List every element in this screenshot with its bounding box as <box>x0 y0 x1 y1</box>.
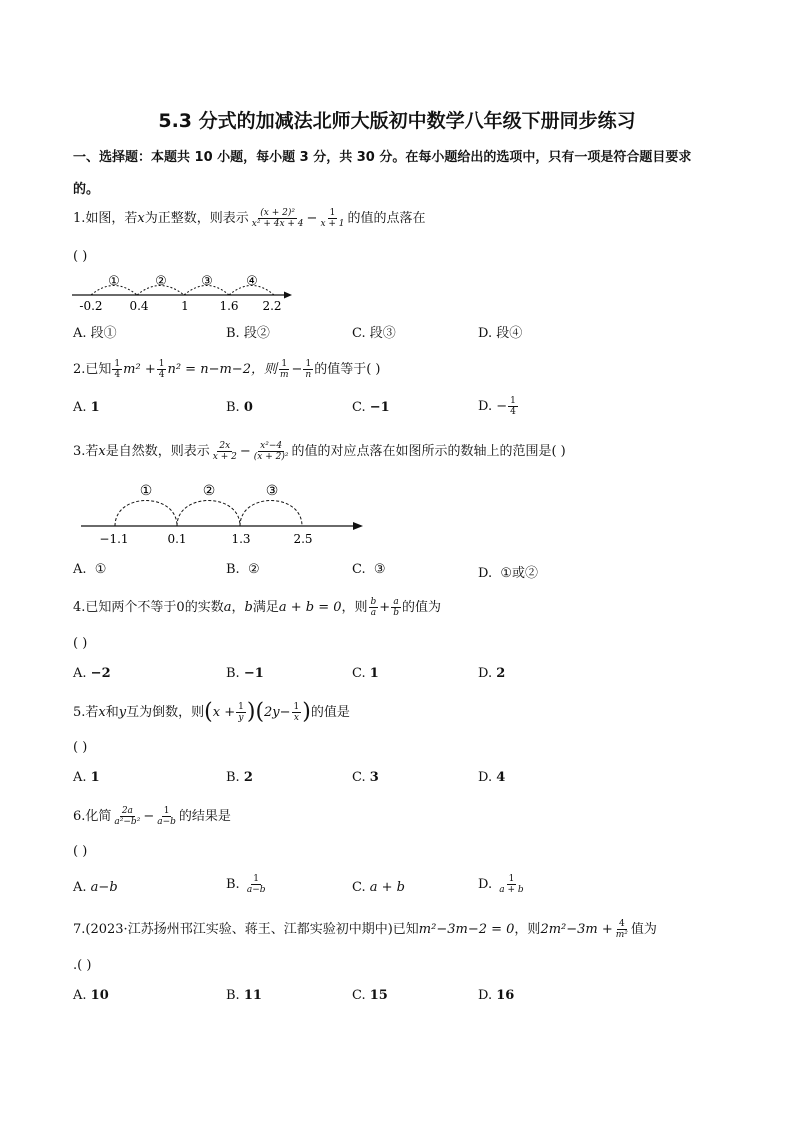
minus-sign: − <box>239 444 251 459</box>
fraction-numerator: b <box>370 597 377 607</box>
option-letter: C. <box>352 988 366 1003</box>
stem-text: 已知 <box>85 362 112 377</box>
separator: ， <box>231 600 245 615</box>
fraction <box>292 702 302 723</box>
equation: m²−3m−2 = 0 <box>418 922 515 937</box>
stem-text: 的值等于( ) <box>314 362 381 377</box>
stem-text: 如图，若 <box>85 211 138 226</box>
option-b[interactable] <box>226 400 253 415</box>
fraction-numerator: 1 <box>329 208 336 218</box>
math-term: n² = n−m−2，则 <box>167 362 277 377</box>
option-value: ①或② <box>500 566 539 581</box>
fraction-numerator: 2x <box>219 441 231 451</box>
stem-text: ，则 <box>341 600 368 615</box>
stem-text: 若 <box>85 444 99 459</box>
fraction <box>508 396 518 417</box>
stem-text: 的值的点落在 <box>347 211 426 226</box>
fraction-denominator: m² <box>615 930 628 940</box>
fraction-denominator: x <box>293 713 299 723</box>
option-c[interactable] <box>352 666 379 681</box>
option-a[interactable] <box>73 562 106 577</box>
equation: a + b = 0 <box>278 600 342 615</box>
left-paren: ( <box>255 699 265 725</box>
option-b[interactable] <box>226 874 269 895</box>
option-value: 15 <box>369 988 388 1003</box>
fraction <box>303 359 313 380</box>
stem-text: 化简 <box>85 809 112 824</box>
option-letter: D. <box>478 666 493 681</box>
plus-sign: + <box>379 600 391 615</box>
fraction-denominator: a²−b² <box>114 817 141 827</box>
fraction <box>497 874 525 895</box>
tick-label: 1.6 <box>219 299 239 313</box>
fraction <box>211 441 239 462</box>
stem-text: 为正整数，则表示 <box>144 211 249 226</box>
stem-text: 的值是 <box>310 705 350 720</box>
fraction <box>614 919 630 940</box>
stem-text: 值为 <box>630 922 657 937</box>
segment-label-2: ② <box>202 483 216 499</box>
stem-text: 的值的对应点落在如图所示的数轴上的范围是( ) <box>291 444 566 459</box>
minus-sign: − <box>306 211 318 226</box>
option-c[interactable]: C. 段③ <box>352 326 396 341</box>
option-value: ② <box>247 562 260 577</box>
option-letter: B. <box>226 877 240 892</box>
option-d[interactable]: D. 段④ <box>478 326 523 341</box>
option-value: 2 <box>496 666 506 681</box>
fraction-numerator: 1 <box>253 874 260 884</box>
option-letter: C. <box>352 562 366 577</box>
stem-text: 已知两个不等于 <box>85 600 177 615</box>
option-letter: A. <box>73 400 87 415</box>
question-2-stem <box>73 359 381 380</box>
variable-a: a <box>223 600 232 615</box>
segment-label-1: ① <box>108 274 120 289</box>
question-1-paren: ( ) <box>73 249 88 264</box>
fraction-denominator: x + 1 <box>320 219 345 229</box>
option-value: 10 <box>90 988 109 1003</box>
option-letter: D. <box>478 770 493 785</box>
number-zero: 0 <box>176 600 185 615</box>
option-c[interactable] <box>352 880 405 895</box>
option-b[interactable]: B. 段② <box>226 326 270 341</box>
fraction <box>112 359 122 380</box>
option-d[interactable] <box>478 988 514 1003</box>
fraction-numerator: a <box>393 597 399 607</box>
stem-text: 的值为 <box>401 600 441 615</box>
minus-sign: − <box>291 362 303 377</box>
stem-text: 若 <box>85 705 99 720</box>
fraction-denominator: y <box>238 713 244 723</box>
tick-label: 0.1 <box>167 532 187 546</box>
option-value: 4 <box>496 770 506 785</box>
fraction-denominator: (x + 2)² <box>253 452 289 462</box>
question-4-stem <box>73 597 441 618</box>
fraction-denominator: m <box>279 370 289 380</box>
option-a[interactable] <box>73 770 100 785</box>
option-b[interactable] <box>226 666 264 681</box>
fraction-numerator: 1 <box>158 359 165 369</box>
question-number: 1. <box>73 211 86 226</box>
right-paren: ) <box>302 699 311 725</box>
variable-b: b <box>244 600 253 615</box>
fraction-denominator: 4 <box>114 370 121 380</box>
option-a[interactable]: A. 段① <box>73 326 117 341</box>
tick-label: 0.4 <box>129 299 149 313</box>
segment-label-3: ③ <box>201 274 213 289</box>
tick-label: −1.1 <box>99 532 129 546</box>
fraction-denominator: 4 <box>158 370 165 380</box>
question-number: 3. <box>73 444 86 459</box>
question-number: 6. <box>73 809 86 824</box>
variable-x: x <box>137 211 145 226</box>
fraction-denominator: 4 <box>510 407 516 417</box>
number-line-1 <box>68 268 300 316</box>
fraction <box>236 702 246 723</box>
question-5-stem <box>73 699 350 725</box>
question-5-paren: ( ) <box>73 740 88 755</box>
option-letter: D. <box>478 566 493 581</box>
tick-label: 2.2 <box>262 299 282 313</box>
option-a[interactable] <box>73 400 100 415</box>
math-term: m² + <box>123 362 156 377</box>
option-value: 3 <box>369 770 379 785</box>
option-letter: B. <box>226 666 240 681</box>
fraction-numerator: 1 <box>163 806 170 816</box>
question-6-stem <box>73 806 231 827</box>
question-1-stem <box>73 208 426 229</box>
number-line-3 <box>78 478 370 548</box>
option-letter: A. <box>73 880 87 895</box>
fraction-numerator: 1 <box>238 702 244 712</box>
fraction <box>112 806 142 827</box>
option-d[interactable] <box>478 874 527 895</box>
section-heading-line1: 一、选择题：本题共 10 小题，每小题 3 分，共 30 分。在每小题给出的选项中，只有一项是符合题目要求 <box>73 150 692 165</box>
fraction-denominator: a−b <box>157 817 176 827</box>
fraction-2 <box>318 208 346 229</box>
fraction-1 <box>250 208 306 229</box>
fraction-denominator: a−b <box>246 885 266 895</box>
segment-label-3: ③ <box>265 483 279 499</box>
fraction-numerator: x²−4 <box>260 441 283 451</box>
stem-text: 的实数 <box>184 600 224 615</box>
fraction-numerator: 1 <box>508 874 515 884</box>
fraction-numerator: (x + 2)² <box>260 208 295 218</box>
fraction-numerator: 4 <box>618 919 625 929</box>
fraction-numerator: 1 <box>293 702 300 712</box>
option-c[interactable] <box>352 770 379 785</box>
stem-text: 已知 <box>392 922 419 937</box>
option-value: 1 <box>369 666 379 681</box>
fraction <box>252 441 291 462</box>
right-paren: ) <box>246 699 256 725</box>
option-letter: C. <box>352 770 366 785</box>
variable-x: x <box>98 705 106 720</box>
fraction-numerator: 1 <box>281 359 288 369</box>
option-d[interactable] <box>478 770 505 785</box>
option-d[interactable] <box>478 666 505 681</box>
tick-label: 1.3 <box>231 532 251 546</box>
question-number: 5. <box>73 705 86 720</box>
fraction-denominator: a <box>370 608 377 618</box>
option-value: ③ <box>373 562 386 577</box>
page-title: 5.3 分式的加减法北师大版初中数学八年级下册同步练习 <box>158 110 636 132</box>
tick-label: 2.5 <box>293 532 313 546</box>
option-letter: C. <box>352 666 366 681</box>
option-letter: C. <box>352 880 366 895</box>
fraction-numerator: 1 <box>510 396 516 406</box>
option-c[interactable] <box>352 988 388 1003</box>
math-term: 2y− <box>264 705 291 720</box>
option-a[interactable] <box>73 880 118 895</box>
option-value: −1 <box>243 666 264 681</box>
stem-text: 是自然数，则表示 <box>105 444 210 459</box>
question-6-paren: ( ) <box>73 844 88 859</box>
fraction-denominator: x² + 4x + 4 <box>251 219 304 229</box>
option-letter: C. <box>352 400 366 415</box>
option-c[interactable] <box>352 400 390 415</box>
option-value: 11 <box>243 988 262 1003</box>
option-letter: D. <box>478 877 493 892</box>
fraction-denominator: b <box>393 608 399 618</box>
fraction <box>245 874 268 895</box>
option-value: 2 <box>243 770 253 785</box>
math-term: x + <box>212 705 236 720</box>
fraction-denominator: x + 2 <box>212 452 237 462</box>
option-b[interactable] <box>226 988 262 1003</box>
minus-sign: − <box>143 809 155 824</box>
option-a[interactable] <box>73 988 109 1003</box>
fraction <box>157 359 167 380</box>
option-value: 1 <box>90 400 100 415</box>
tick-label: 1 <box>181 299 189 313</box>
tick-label: -0.2 <box>79 299 103 313</box>
option-value: a−b <box>90 880 118 895</box>
math-term: 2m²−3m + <box>540 922 613 937</box>
variable-x: x <box>98 444 106 459</box>
option-d[interactable] <box>478 396 519 417</box>
option-b[interactable] <box>226 562 260 577</box>
fraction-numerator: 2a <box>121 806 133 816</box>
option-letter: B. <box>226 562 240 577</box>
option-value: 0 <box>243 400 253 415</box>
option-value: ① <box>94 562 107 577</box>
fraction-numerator: 1 <box>114 359 121 369</box>
option-value: −1 <box>369 400 390 415</box>
fraction-denominator: a + b <box>499 885 524 895</box>
stem-text: 的结果是 <box>178 809 231 824</box>
question-number: 7. <box>73 922 86 937</box>
option-letter: A. <box>73 770 87 785</box>
option-a[interactable] <box>73 666 111 681</box>
question-source: (2023·江苏扬州邗江实验、蒋王、江都实验初中期中) <box>85 922 393 937</box>
segment-label-1: ① <box>139 483 153 499</box>
option-d[interactable] <box>478 562 538 581</box>
option-b[interactable] <box>226 770 253 785</box>
option-letter: D. <box>478 988 493 1003</box>
option-value: 16 <box>496 988 515 1003</box>
question-7-stem <box>73 919 657 940</box>
fraction <box>391 597 401 618</box>
option-letter: B. <box>226 988 240 1003</box>
variable-y: y <box>118 705 127 720</box>
option-letter: D. <box>478 399 493 414</box>
stem-text: 和 <box>105 705 119 720</box>
fraction-denominator: n <box>305 370 312 380</box>
fraction <box>369 597 379 618</box>
fraction-numerator: 1 <box>305 359 312 369</box>
segment-label-4: ④ <box>246 274 258 289</box>
option-value: −2 <box>90 666 111 681</box>
section-heading-line2: 的。 <box>73 182 100 197</box>
option-letter: B. <box>226 770 240 785</box>
question-7-paren: .( ) <box>73 958 92 973</box>
option-letter: A. <box>73 988 87 1003</box>
option-value: 1 <box>90 770 100 785</box>
question-number: 4. <box>73 600 86 615</box>
stem-text: ，则 <box>514 922 541 937</box>
fraction <box>278 359 291 380</box>
option-letter: A. <box>73 666 87 681</box>
option-value: − <box>496 399 508 414</box>
option-c[interactable] <box>352 562 386 577</box>
stem-text: 满足 <box>252 600 279 615</box>
option-letter: A. <box>73 562 87 577</box>
question-number: 2. <box>73 362 86 377</box>
question-3-stem <box>73 441 566 462</box>
question-4-paren: ( ) <box>73 636 88 651</box>
option-letter: B. <box>226 400 240 415</box>
fraction <box>155 806 178 827</box>
stem-text: 互为倒数，则 <box>126 705 205 720</box>
option-value: a + b <box>369 880 405 895</box>
segment-label-2: ② <box>155 274 167 289</box>
left-paren: ( <box>204 699 213 725</box>
